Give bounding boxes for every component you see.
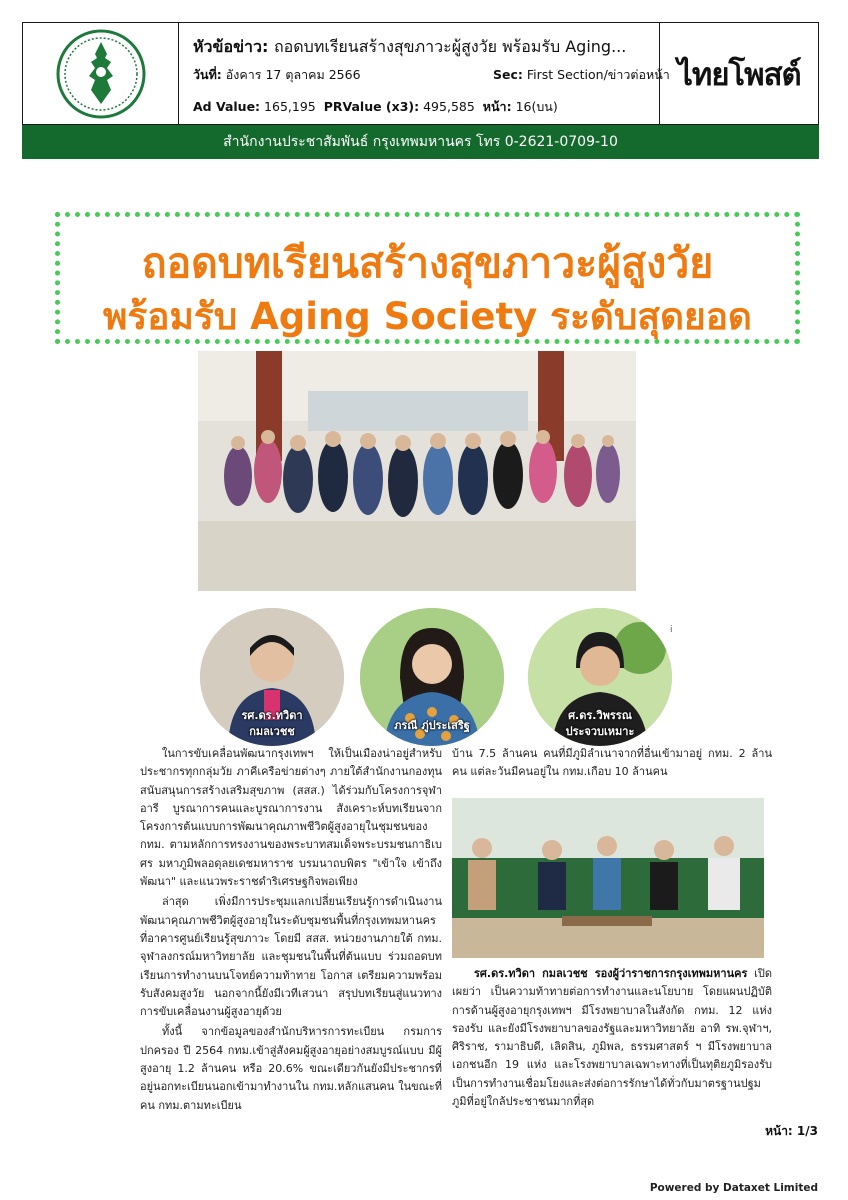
- date-row: วันที่: อังคาร 17 ตุลาคม 2566: [193, 67, 361, 82]
- portrait-3-caption-line1: ศ.ดร.วิพรรณ: [568, 709, 632, 722]
- section-value: First Section/ข่าวต่อหน้า: [526, 67, 670, 82]
- portrait-1-caption-line2: กมลเวชช: [249, 725, 295, 738]
- agency-bar: สำนักงานประชาสัมพันธ์ กรุงเทพมหานคร โทร 0-2621-0709-10: [22, 125, 819, 159]
- article-right-column-top: [452, 745, 772, 784]
- portrait-1-caption-line1: รศ.ดร.ทวิดา: [241, 709, 303, 722]
- page-value: 16(บน): [515, 99, 558, 114]
- article-title-box: [55, 212, 800, 344]
- group-photo-illustration: [198, 351, 636, 591]
- paragraph-2: ล่าสุด เพิ่งมีการประชุมแลกเปลี่ยนเรียนรู้การดำเนินงานพัฒนาคุณภาพชีวิตผู้สูงอายุในระดับชุมชนพื้นที่กรุงเทพมหานคร ที่อาคารศูนย์เรียนรู้สุขภาวะ โดยมี สสส. หน่วยงานภายใต้ กทม. จุฬาลงกรณ์มหาวิทยาลัย และชุมชนในพื้นที่ต้นแบบ ร่วมถอดบทเรียนการทำงานบนโจทย์ความท้าทาย โอกาส เตรียมความพร้อมรับสังคมสูงวัย นอกจากนี้ยังมีเวทีเสวนา สรุปบทเรียนสู่แนวทางการขับเคลื่อนงานผู้สูงอายุด้วย: [140, 895, 442, 1019]
- value-row: Ad Value: 165,195 PRValue (x3): 495,585 หน้า: 16(บน): [193, 99, 558, 114]
- portrait-2-caption-line1: ภรณี ภู่ประเสริฐ: [394, 719, 470, 732]
- panel-photo-illustration: [452, 798, 764, 958]
- panel-photo-caption: รศ.ดร.ทวิดา กมลเวชช รองผู้ว่าราชการกรุงเทพมหานคร: [474, 967, 748, 980]
- publication-name: ไทยโพสต์: [677, 56, 801, 93]
- logo-cell: [23, 23, 179, 124]
- headline-row: หัวข้อข่าว: ถอดบทเรียนสร้างสุขภาวะผู้สูงวัย พร้อมรับ Aging...: [193, 37, 627, 56]
- group-photo: [198, 351, 636, 591]
- clipping-meta: [193, 23, 670, 124]
- pr-value: 495,585: [423, 99, 475, 114]
- article-right-column-bottom: [452, 965, 772, 1113]
- panel-discussion-photo: [452, 798, 764, 958]
- powered-by: Powered by Dataxet Limited: [649, 1182, 818, 1194]
- article-left-column: [140, 745, 442, 1117]
- publication-cell: [659, 23, 818, 124]
- section-row: Sec: First Section/ข่าวต่อหน้า: [493, 67, 670, 82]
- paragraph-1: ในการขับเคลื่อนพัฒนากรุงเทพฯ ให้เป็นเมืองน่าอยู่สำหรับประชากรทุกกลุ่มวัย ภาคีเครือข่ายต่างๆ ภายใต้สำนักงานกองทุนสนับสนุนการสร้างเสริมสุขภาพ (สสส.) ได้ร่วมกับโครงการจุฬาอารี บูรณาการคนและบูรณาการงาน สังเคราะห์บทเรียนจากโครงการต้นแบบการพัฒนาคุณภาพชีวิตผู้สูงอายุในชุมชนของ กทม. ตามหลักการทรงงานของพระบาทสมเด็จพระบรมชนกาธิเบศร มหาภูมิพลอดุลยเดชมหาราช บรมนาถบพิตร "เข้าใจ เข้าถึง พัฒนา" และแนวพระราชดำริเศรษฐกิจพอเพียง: [140, 747, 442, 889]
- title-line-1: ถอดบทเรียนสร้างสุขภาวะผู้สูงวัย: [141, 239, 714, 287]
- date-value: อังคาร 17 ตุลาคม 2566: [225, 67, 361, 82]
- page-number: หน้า: 1/3: [765, 1124, 818, 1138]
- paragraph-5: เปิดเผยว่า เป็นความท้าทายต่อการทำงานและนโยบาย โดยแผนปฏิบัติการด้านผู้สูงอายุกรุงเทพฯ มีโรงพยาบาลในสังกัด กทม. 12 แห่งรองรับ และยังมีโรงพยาบาลของรัฐและมหาวิทยาลัย อาทิ รพ.จุฬาฯ, ศิริราช, รามาธิบดี, เลิดสิน, ภูมิพล, ธรรมศาสตร์ ฯ มีโรงพยาบาลเอกชนอีก 19 แห่ง และโรงพยาบาลเฉพาะทางที่เป็นทุติยภูมิรองรับ เป็นการทำงานเชื่อมโยงและส่งต่อการรักษาได้ทั่วกับมาตรฐานปฐมภูมิที่อยู่ใกล้ประชาชนมากที่สุด: [452, 967, 773, 1109]
- paragraph-4: บ้าน 7.5 ล้านคน คนที่มีภูมิลำเนาจากที่อื่นเข้ามาอยู่ กทม. 2 ล้านคน แต่ละวันมีคนอยู่ใน กทม.เกือบ 10 ล้านคน: [452, 747, 772, 779]
- portrait-3-caption-line2: ประจวบเหมาะ: [565, 725, 635, 738]
- headline-value: ถอดบทเรียนสร้างสุขภาวะผู้สูงวัย พร้อมรับ Aging...: [273, 37, 627, 56]
- portrait-1: [200, 608, 344, 746]
- ad-value: 165,195: [264, 99, 316, 114]
- paragraph-3: ทั้งนี้ จากข้อมูลของสำนักบริหารการทะเบียน กรมการปกครอง ปี 2564 กทม.เข้าสู่สังคมผู้สูงอายุอย่างสมบูรณ์แบบ มีผู้สูงอายุ 1.2 ล้านคน หรือ 20.6% ขณะเดียวกันยังมีประชากรที่อยู่นอกทะเบียนนอกเข้ามาทำงานใน กทม.หลักแสนคน ในขณะที่คน กทม.ตามทะเบียน: [140, 1025, 442, 1112]
- portrait-3: [528, 608, 672, 746]
- clipping-header: [22, 22, 819, 125]
- bangkok-seal-icon: [55, 28, 147, 120]
- portrait-2: [360, 608, 504, 746]
- title-line-2: พร้อมรับ Aging Society ระดับสุดยอด: [103, 295, 752, 338]
